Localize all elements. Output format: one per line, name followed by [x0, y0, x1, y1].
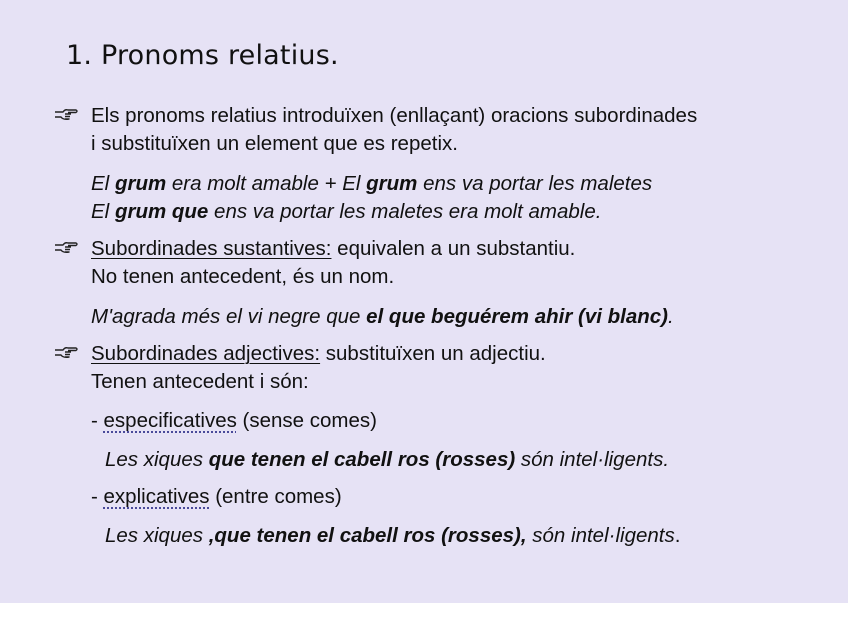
slide-title: 1. Pronoms relatius. [66, 40, 339, 71]
bullet2-line1: Subordinades sustantives: equivalen a un substantiu. [91, 237, 576, 260]
subordinades-adjectives-heading: Subordinades adjectives: [91, 342, 321, 365]
bullet1-line1: Els pronoms relatius introduïxen (enllaçant) oracions subordinades [91, 104, 698, 127]
especificatives-line: - especificatives (sense comes) [91, 409, 377, 432]
example-explicativa: Les xiques ,que tenen el cabell ros (rosses), són intel·ligents. [105, 524, 681, 547]
pointing-hand-icon [53, 106, 79, 122]
example-especificativa: Les xiques que tenen el cabell ros (rosses) són intel·ligents. [105, 448, 670, 471]
example-grum-2: El grum que ens va portar les maletes era molt amable. [91, 200, 602, 223]
explicatives-term: explicatives [103, 485, 210, 508]
bullet1-line2: i substituïxen un element que es repetix. [91, 132, 458, 155]
bullet2-line2: No tenen antecedent, és un nom. [91, 265, 395, 288]
example-sustantiva: M'agrada més el vi negre que el que beguérem ahir (vi blanc). [91, 305, 674, 328]
example-grum-1: El grum era molt amable + El grum ens va portar les maletes [91, 172, 653, 195]
bullet3-line2: Tenen antecedent i són: [91, 370, 309, 393]
explicatives-line: - explicatives (entre comes) [91, 485, 342, 508]
subordinades-sustantives-heading: Subordinades sustantives: [91, 237, 332, 260]
pointing-hand-icon [53, 239, 79, 255]
bullet3-line1: Subordinades adjectives: substituïxen un adjectiu. [91, 342, 546, 365]
especificatives-term: especificatives [103, 409, 237, 432]
pointing-hand-icon [53, 344, 79, 360]
